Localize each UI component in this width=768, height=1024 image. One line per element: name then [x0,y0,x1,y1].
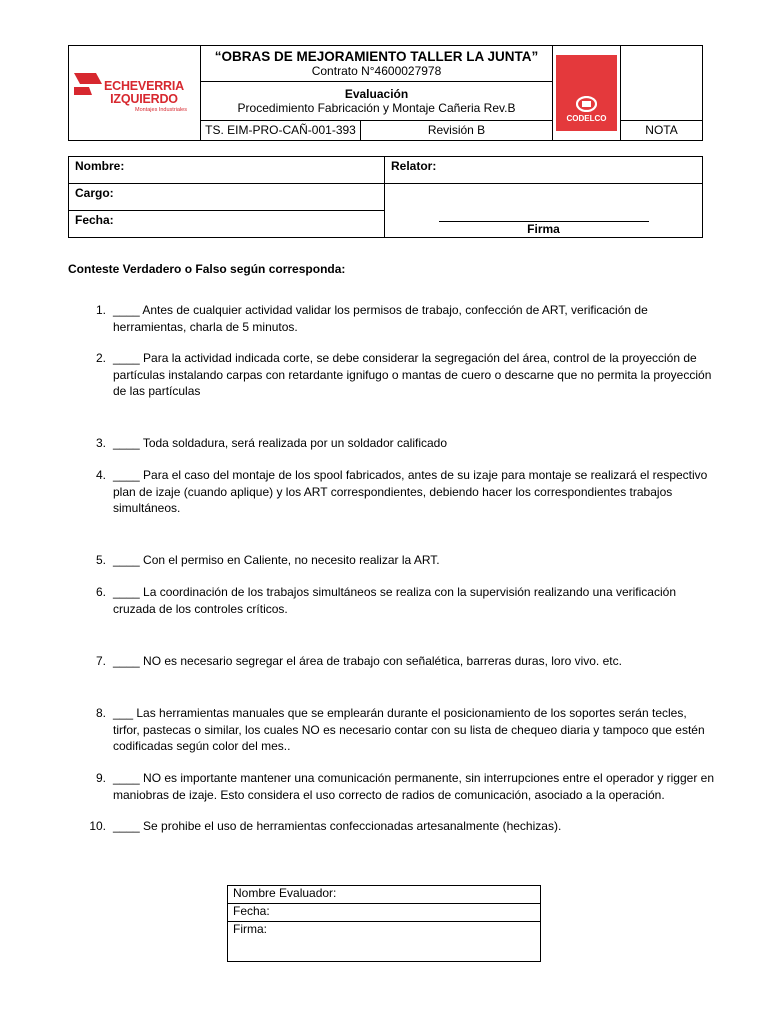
evaluator-date-field[interactable]: Fecha: [228,904,541,922]
evaluator-table [227,885,541,962]
codelco-emblem-icon [576,96,597,112]
instruction-text: Conteste Verdadero o Falso según corresponda: [68,262,346,276]
question-number: 8. [95,706,106,720]
nota-score-cell [621,46,703,121]
revision-label: Revisión B [361,120,553,140]
echeverria-izquierdo-logo-cell [69,46,201,141]
evaluation-title: Evaluación [344,87,409,102]
question-text: ____ Para el caso del montaje de los spool fabricados, antes de su izaje para montaje se realizará el respectivo plan de izaje (cuando aplique) y los ART correspondientes, debiendo hacer los correspondientes trabajos simultáneos. [113,468,708,515]
question-10 [84,818,714,835]
signature-label: Firma [527,222,560,236]
question-number: 9. [95,771,106,785]
question-5 [84,552,714,569]
question-7 [84,653,714,670]
codelco-logo [556,55,617,131]
question-text: ____ Con el permiso en Caliente, no necesito realizar la ART. [113,553,440,567]
question-1 [84,302,714,335]
codelco-logo-cell [553,46,621,141]
question-text: ____ La coordinación de los trabajos simultáneos se realiza con la supervisión realizando una verificación cruzada de los controles críticos. [113,585,676,616]
logo-line-1: ECHEVERRIA [104,79,184,93]
question-text: ____ NO es importante mantener una comunicación permanente, sin interrupciones entre el operador y rigger en maniobras de izaje. Esto considera el uso correcto de radios de comunicación, asociado a la operación. [113,771,715,802]
question-4 [84,467,714,517]
document-header-table [68,45,703,141]
contract-number: Contrato N°4600027978 [311,64,442,79]
question-number: 7. [95,654,106,668]
question-text: ____ NO es necesario segregar el área de trabajo con señalética, barreras duras, loro vivo. etc. [113,654,622,668]
signature-cell[interactable] [385,184,703,238]
question-9 [84,770,714,803]
relator-field[interactable]: Relator: [385,157,703,184]
question-number: 10. [89,819,106,833]
evaluator-name-field[interactable]: Nombre Evaluador: [228,886,541,904]
question-number: 6. [95,585,106,599]
nombre-field[interactable]: Nombre: [69,157,385,184]
question-text: ____ Se prohibe el uso de herramientas confeccionadas artesanalmente (hechizas). [113,819,562,833]
question-text: ____ Toda soldadura, será realizada por un soldador calificado [113,436,448,450]
nota-label: NOTA [621,120,703,140]
participant-info-table [68,156,703,238]
fecha-field[interactable]: Fecha: [69,211,385,238]
project-title: “OBRAS DE MEJORAMIENTO TALLER LA JUNTA” [214,49,539,65]
project-title-cell [201,46,553,82]
question-number: 1. [95,303,106,317]
question-text: ____ Para la actividad indicada corte, se debe considerar la segregación del área, control de la proyección de partículas instalando carpas con retardante ignifugo o mantas de cuero o descarne que no permita la proyección de las partículas [113,351,712,398]
question-8 [84,705,714,755]
question-2 [84,350,714,400]
cargo-field[interactable]: Cargo: [69,184,385,211]
echeverria-izquierdo-wordmark [104,80,184,106]
question-text: ____ Antes de cualquier actividad validar los permisos de trabajo, confección de ART, verificación de herramientas, charla de 5 minutos. [113,303,648,334]
echeverria-izquierdo-logo [69,46,201,140]
evaluation-title-cell [201,82,553,120]
question-number: 2. [95,351,106,365]
document-code: TS. EIM-PRO-CAÑ-001-393 [201,120,361,140]
question-3 [84,435,714,452]
question-number: 5. [95,553,106,567]
question-6 [84,584,714,617]
logo-tagline: Montajes Industriales [135,107,187,113]
question-number: 3. [95,436,106,450]
evaluator-signature-field[interactable]: Firma: [228,922,541,962]
question-text: ___ Las herramientas manuales que se emplearán durante el posicionamiento de los soportes serán tecles, tirfor, pastecas o similar, los cuales NO es necesario contar con su lista de chequeo diaria y tampoco que estén codificadas según color del mes.. [113,706,705,753]
codelco-wordmark: CODELCO [566,114,607,123]
echeverria-izquierdo-emblem-icon [74,73,102,95]
procedure-name: Procedimiento Fabricación y Montaje Cañeria Rev.B [237,101,516,116]
logo-line-2: IZQUIERDO [110,92,178,106]
question-number: 4. [95,468,106,482]
